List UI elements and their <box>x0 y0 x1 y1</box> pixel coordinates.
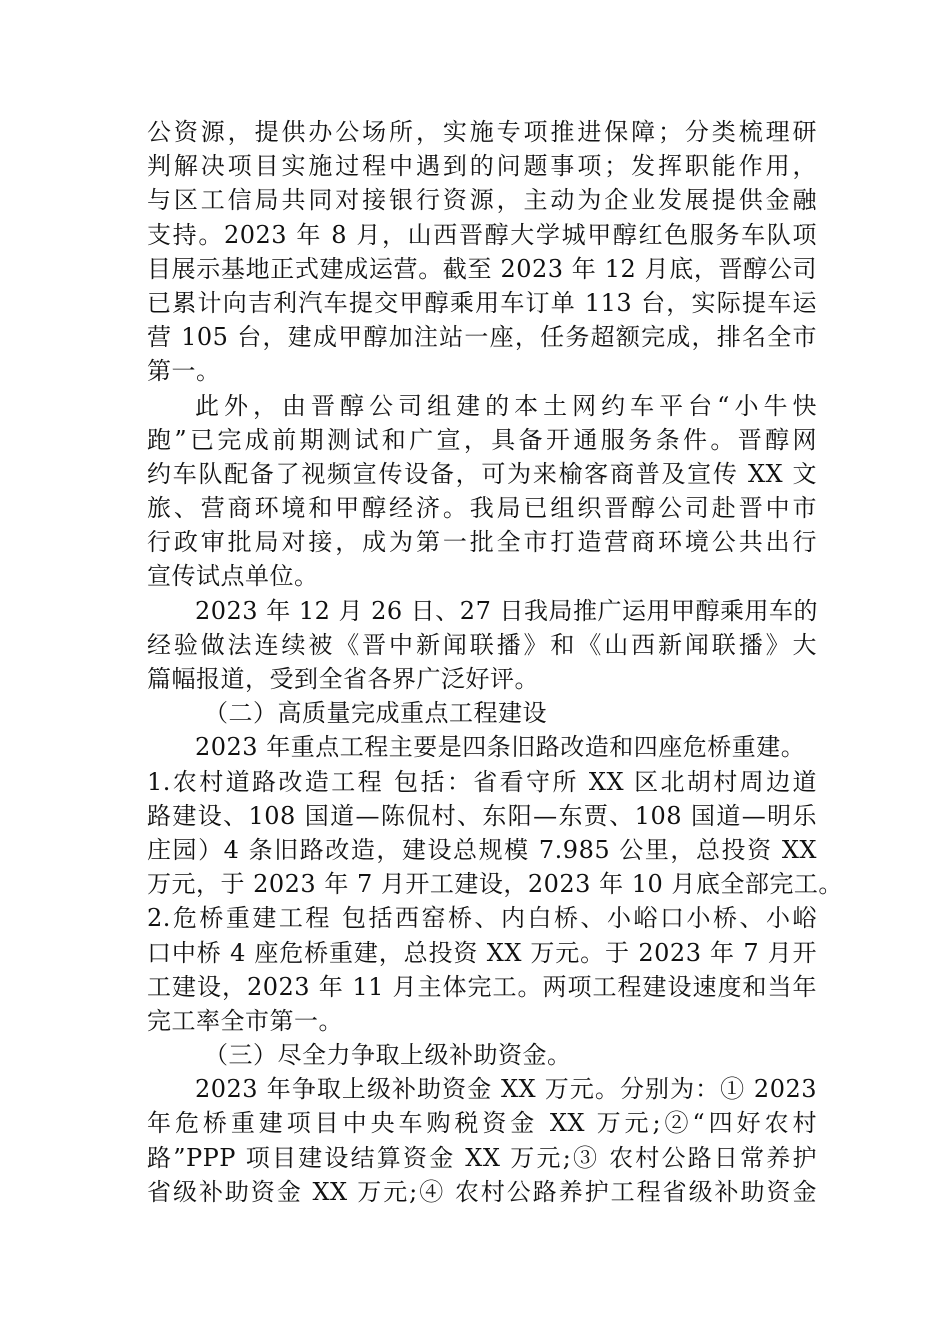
text-line: 路建设、108 国道—陈侃村、东阳—东贾、108 国道—明乐 <box>147 801 817 830</box>
text-line: 经验做法连续被《晋中新闻联播》和《山西新闻联播》大 <box>147 630 817 659</box>
text-line: 口中桥 4 座危桥重建，总投资 XX 万元。于 2023 年 7 月开 <box>147 938 817 967</box>
text-line: 行政审批局对接，成为第一批全市打造营商环境公共出行 <box>147 528 817 557</box>
paragraph-first-line: 2023 年 12 月 26 日、27 日我局推广运用甲醇乘用车的 <box>195 596 818 625</box>
text-line: 2.危桥重建工程 包括西窑桥、内白桥、小峪口小桥、小峪 <box>147 904 817 933</box>
text-line: 万元，于 2023 年 7 月开工建设，2023 年 10 月底全部完工。 <box>147 870 843 899</box>
text-line: 支持。2023 年 8 月，山西晋醇大学城甲醇红色服务车队项 <box>147 220 817 249</box>
text-line: 跑”已完成前期测试和广宣，具备开通服务条件。晋醇网 <box>147 425 817 454</box>
text-line: 宣传试点单位。 <box>147 562 319 591</box>
text-line: 篇幅报道，受到全省各界广泛好评。 <box>147 665 539 693</box>
paragraph-first-line: 2023 年争取上级补助资金 XX 万元。分别为：① 2023 <box>195 1075 817 1104</box>
section-heading: （三）尽全力争取上级补助资金。 <box>204 1041 572 1070</box>
text-line: 旅、营商环境和甲醇经济。我局已组织晋醇公司赴晋中市 <box>147 494 817 523</box>
text-line: 工建设，2023 年 11 月主体完工。两项工程建设速度和当年 <box>147 972 817 1001</box>
text-line: 庄园）4 条旧路改造，建设总规模 7.985 公里，总投资 XX <box>147 835 817 864</box>
paragraph-first-line: 此外，由晋醇公司组建的本土网约车平台“小牛快 <box>195 391 817 420</box>
text-line: 与区工信局共同对接银行资源，主动为企业发展提供金融 <box>147 186 817 215</box>
section-heading: （二）高质量完成重点工程建设 <box>204 699 547 728</box>
text-line: 公资源，提供办公场所，实施专项推进保障；分类梳理研 <box>147 118 817 146</box>
text-line: 路”PPP 项目建设结算资金 XX 万元;③ 农村公路日常养护 <box>147 1143 817 1172</box>
text-line: 营 105 台，建成甲醇加注站一座，任务超额完成，排名全市 <box>147 323 817 352</box>
text-line: 目展示基地正式建成运营。截至 2023 年 12 月底，晋醇公司 <box>147 254 817 283</box>
text-line: 约车队配备了视频宣传设备，可为来榆客商普及宣传 XX 文 <box>147 459 817 488</box>
text-line: 判解决项目实施过程中遇到的问题事项；发挥职能作用， <box>147 152 817 181</box>
text-line: 省级补助资金 XX 万元;④ 农村公路养护工程省级补助资金 <box>147 1177 817 1206</box>
text-line: 完工率全市第一。 <box>147 1006 343 1035</box>
document-body <box>147 115 843 1209</box>
paragraph-first-line: 2023 年重点工程主要是四条旧路改造和四座危桥重建。 <box>195 733 806 762</box>
text-line: 已累计向吉利汽车提交甲醇乘用车订单 113 台，实际提车运 <box>147 288 817 317</box>
text-line: 第一。 <box>147 357 221 386</box>
text-line: 年危桥重建项目中央车购税资金 XX 万元;②“四好农村 <box>147 1109 817 1138</box>
text-line: 1.农村道路改造工程 包括：省看守所 XX 区北胡村周边道 <box>147 767 817 796</box>
